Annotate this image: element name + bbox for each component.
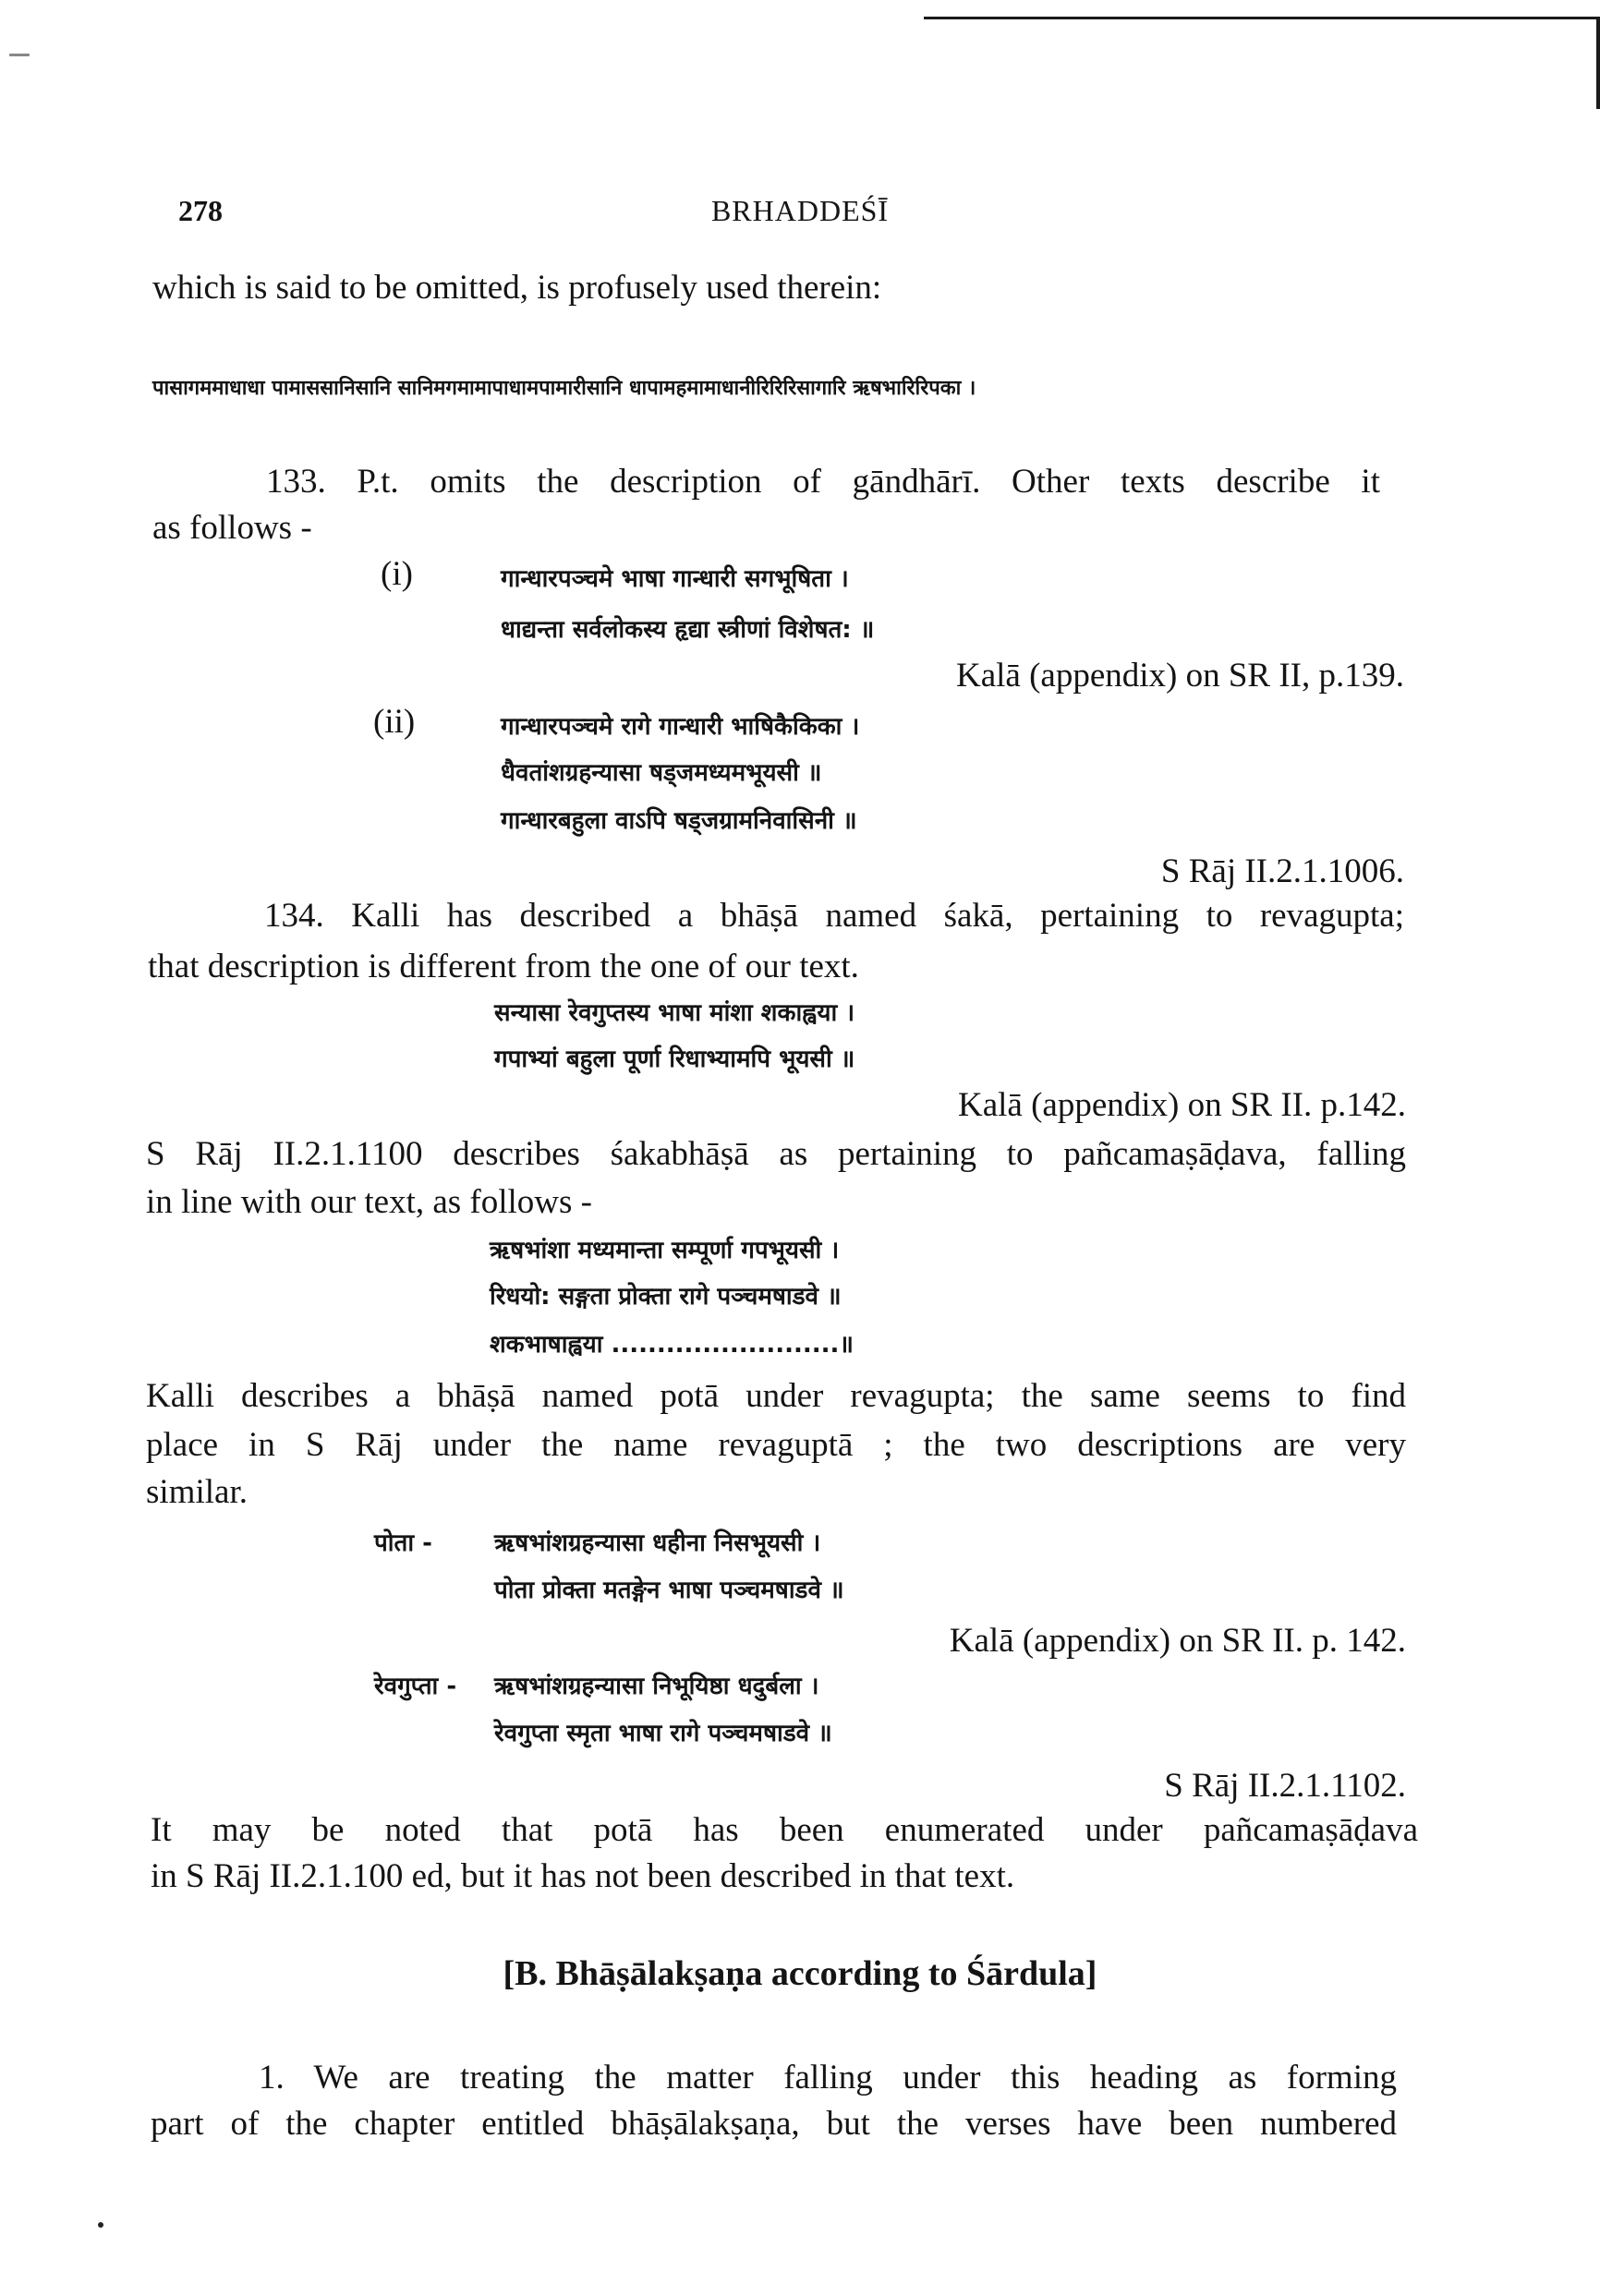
citation: S Rāj II.2.1.1006. [1160,852,1404,890]
sanskrit-verse: शकभाषाह्वया .........................॥ [490,1331,854,1359]
body-line: similar. [146,1473,248,1511]
body-line: place in S Rāj under the name revaguptā ; the two descriptions are very [146,1426,1406,1464]
sanskrit-verse: गान्धारबहुला वाऽपि षड्जग्रामनिवासिनी ॥ [501,807,857,835]
citation: Kalā (appendix) on SR II. p.142. [957,1086,1406,1124]
sanskrit-verse: सन्यासा रेवगुप्तस्य भाषा मांशा शकाह्वया । [494,999,855,1027]
page-number: 278 [178,194,223,227]
sanskrit-passage: पासागममाधाधा पामाससानिसानि सानिमगमामापाधामपामारीसानि धापामहमामाधानीरिरिरिसागारि ऋषभारिरिपका । [152,377,976,400]
paragraph-134-line: that description is different from the one of our text. [148,948,859,985]
section-heading: [B. Bhāṣālakṣaṇa according to Śārdula] [503,1954,1097,1993]
verse-label: रेवगुप्ता - [374,1673,457,1700]
verse-label: पोता - [374,1529,432,1557]
sanskrit-verse: गान्धारपञ्चमे रागे गान्धारी भाषिकैकिका । [501,713,860,741]
verse-label: (ii) [373,703,416,741]
sanskrit-verse: पोता प्रोक्ता मतङ्गेन भाषा पञ्चमषाडवे ॥ [494,1577,844,1604]
sanskrit-verse: गान्धारपञ्चमे भाषा गान्धारी सगभूषिता । [501,565,849,593]
running-title: BRHADDEŚĪ [710,194,890,227]
sanskrit-verse: धाद्यन्ता सर्वलोकस्य हृद्या स्त्रीणां विशेषत: ॥ [501,616,875,644]
citation: Kalā (appendix) on SR II. p. 142. [949,1622,1406,1660]
verse-label: (i) [381,555,413,593]
body-line: which is said to be omitted, is profusely used therein: [152,269,882,307]
scan-edge-right [1596,17,1600,109]
sanskrit-verse: गपाभ्यां बहुला पूर्णा रिधाभ्यामपि भूयसी ॥ [494,1045,855,1073]
paragraph-133-line: as follows - [152,509,312,547]
sanskrit-verse: ऋषभांशग्रहन्यासा धहीना निसभूयसी । [494,1529,821,1557]
body-line: in line with our text, as follows - [146,1183,592,1221]
paragraph-133-line: 133. P.t. omits the description of gāndhārī. Other texts describe it [266,463,1380,501]
scan-speck [98,2222,103,2228]
sanskrit-verse: रिधयो: सङ्गता प्रोक्ता रागे पञ्चमषाडवे ॥ [490,1283,842,1311]
scan-edge-top [924,17,1600,19]
body-line: part of the chapter entitled bhāṣālakṣaṇa, but the verses have been numbered [151,2105,1397,2143]
sanskrit-verse: रेवगुप्ता स्मृता भाषा रागे पञ्चमषाडवे ॥ [494,1720,832,1747]
sanskrit-verse: ऋषभांशग्रहन्यासा निभूयिष्ठा धदुर्बला । [494,1673,819,1700]
scan-speck [9,54,30,56]
body-line: It may be noted that potā has been enumerated under pañcamaṣāḍava [151,1811,1418,1849]
citation: Kalā (appendix) on SR II, p.139. [955,657,1404,695]
body-line: Kalli describes a bhāṣā named potā under revagupta; the same seems to find [146,1377,1406,1415]
body-line: in S Rāj II.2.1.100 ed, but it has not been described in that text. [151,1857,1015,1895]
sanskrit-verse: धैवतांशग्रहन्यासा षड्जमध्यमभूयसी ॥ [501,759,822,787]
body-line: S Rāj II.2.1.1100 describes śakabhāṣā as pertaining to pañcamaṣāḍava, falling [146,1135,1406,1173]
paragraph-134-line: 134. Kalli has described a bhāṣā named śakā, pertaining to revagupta; [264,897,1404,935]
sanskrit-verse: ऋषभांशा मध्यमान्ता सम्पूर्णा गपभूयसी । [490,1237,840,1264]
citation: S Rāj II.2.1.1102. [1164,1767,1406,1805]
body-line: 1. We are treating the matter falling under this heading as forming [259,2059,1397,2097]
